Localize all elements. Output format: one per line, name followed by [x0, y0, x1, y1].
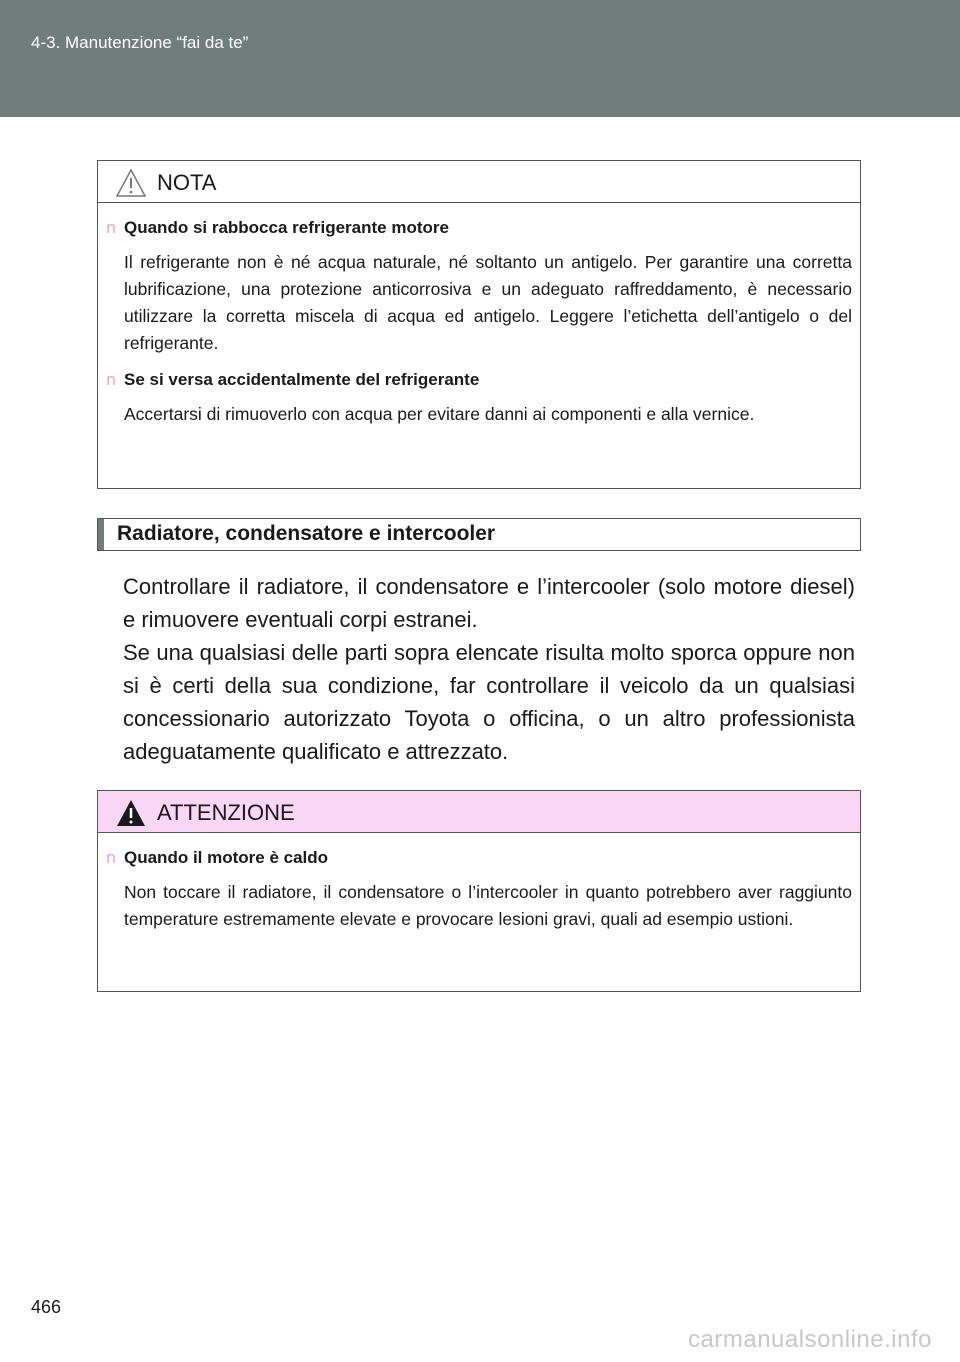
note-box-body [98, 203, 860, 428]
note-item-heading-text: Quando si rabbocca refrigerante motore [124, 218, 449, 237]
body-paragraph: Controllare il radiatore, il condensatore e l’intercooler (solo motore diesel) e rimuovere eventuali corpi estranei. [123, 574, 855, 632]
bullet-marker: n [106, 218, 117, 237]
note-item-heading-text: Se si versa accidentalmente del refrigerante [124, 370, 480, 389]
chapter-title: 4-3. Manutenzione “fai da te” [31, 33, 249, 52]
warning-triangle-filled-icon [116, 799, 146, 827]
caution-box-header [98, 791, 860, 833]
caution-box [97, 790, 861, 992]
note-item-heading [106, 369, 852, 391]
note-box [97, 160, 861, 489]
caution-item-heading-text: Quando il motore è caldo [124, 848, 329, 867]
note-item-text: Il refrigerante non è né acqua naturale, né soltanto un antigelo. Per garantire una corretta lubrificazione, una protezione anticorrosiva e un adeguato raffreddamento, è necessario utilizzare la corretta miscela di acqua ed antigelo. Leggere l’etichetta dell’antigelo o del refrigerante. [124, 252, 852, 353]
page-header [0, 0, 960, 117]
note-item-heading [106, 217, 852, 239]
caution-box-title: ATTENZIONE [157, 800, 295, 825]
section-heading-bar [97, 518, 861, 551]
body-paragraph: Se una qualsiasi delle parti sopra elencate risulta molto sporca oppure non si è certi della sua condizione, far controllare il veicolo da un qualsiasi concessionario autorizzato Toyota o officina, o un altro professionista adeguatamente qualificato e attrezzato. [123, 640, 855, 764]
note-box-header [98, 161, 860, 203]
note-box-title: NOTA [157, 170, 217, 195]
caution-item-text: Non toccare il radiatore, il condensatore o l’intercooler in quanto potrebbero aver raggiunto temperature estremamente elevate e provocare lesioni gravi, quali ad esempio ustioni. [124, 882, 852, 929]
page-number: 466 [31, 1297, 62, 1317]
watermark: carmanualsonline.info [688, 1326, 932, 1353]
section-body [123, 570, 855, 768]
section-heading-tab [98, 519, 104, 550]
note-item-text: Accertarsi di rimuoverlo con acqua per evitare danni ai componenti e alla vernice. [124, 404, 755, 424]
warning-triangle-outline-icon [116, 169, 146, 197]
caution-box-body [98, 833, 860, 933]
caution-item-heading [106, 847, 852, 869]
bullet-marker: n [106, 848, 117, 867]
section-heading: Radiatore, condensatore e intercooler [117, 522, 496, 545]
bullet-marker: n [106, 370, 117, 389]
